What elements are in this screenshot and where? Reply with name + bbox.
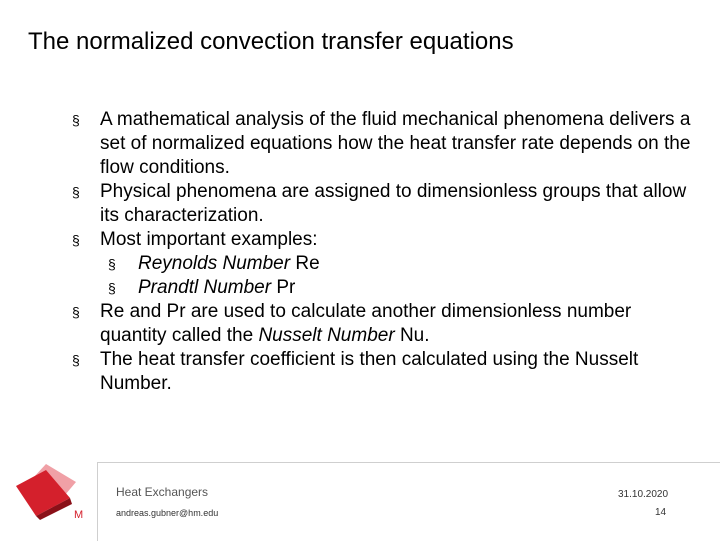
bullet-item	[72, 228, 702, 252]
prandtl-number-term: Prandtl Number	[138, 277, 272, 298]
reynolds-number-term: Reynolds Number	[138, 253, 291, 274]
logo-letter: M	[74, 509, 84, 521]
bullet-text: Re and Pr are used to calculate another dimensionless number quantity called the	[100, 301, 632, 346]
bullet-marker-icon: §	[108, 280, 116, 296]
footer-title: Heat Exchangers	[116, 485, 209, 499]
bullet-text: The heat transfer coefficient is then calculated using the Nusselt Number.	[100, 349, 639, 394]
bullet-marker-icon: §	[72, 184, 80, 200]
bullet-marker-icon: §	[72, 112, 80, 128]
bullet-item	[72, 348, 702, 396]
bullet-marker-icon: §	[72, 304, 80, 320]
sub-bullet-item	[108, 276, 702, 300]
bullet-text: A mathematical analysis of the fluid mechanical phenomena delivers a set of normalized equations how the heat transfer rate depends on the flow conditions.	[100, 109, 691, 178]
footer-date: 31.10.2020	[618, 489, 669, 500]
nusselt-symbol: Nu.	[394, 325, 430, 346]
reynolds-symbol: Re	[290, 253, 320, 274]
sub-bullet-item	[108, 252, 702, 276]
bullet-marker-icon: §	[108, 256, 116, 272]
footer-email: andreas.gubner@hm.edu	[116, 508, 219, 518]
bullet-item	[72, 108, 702, 180]
page-number: 14	[655, 507, 667, 518]
slide-title: The normalized convection transfer equations	[28, 28, 514, 55]
university-logo-icon	[6, 458, 90, 522]
bullet-text: Physical phenomena are assigned to dimensionless groups that allow its characterization.	[100, 181, 687, 226]
footer-frame	[97, 462, 720, 541]
bullet-item	[72, 300, 702, 348]
bullet-text: Most important examples:	[100, 229, 318, 250]
bullet-marker-icon: §	[72, 352, 80, 368]
bullet-marker-icon: §	[72, 232, 80, 248]
bullet-list	[72, 108, 702, 396]
bullet-item	[72, 180, 702, 228]
nusselt-number-term: Nusselt Number	[258, 325, 395, 346]
prandtl-symbol: Pr	[271, 277, 296, 298]
